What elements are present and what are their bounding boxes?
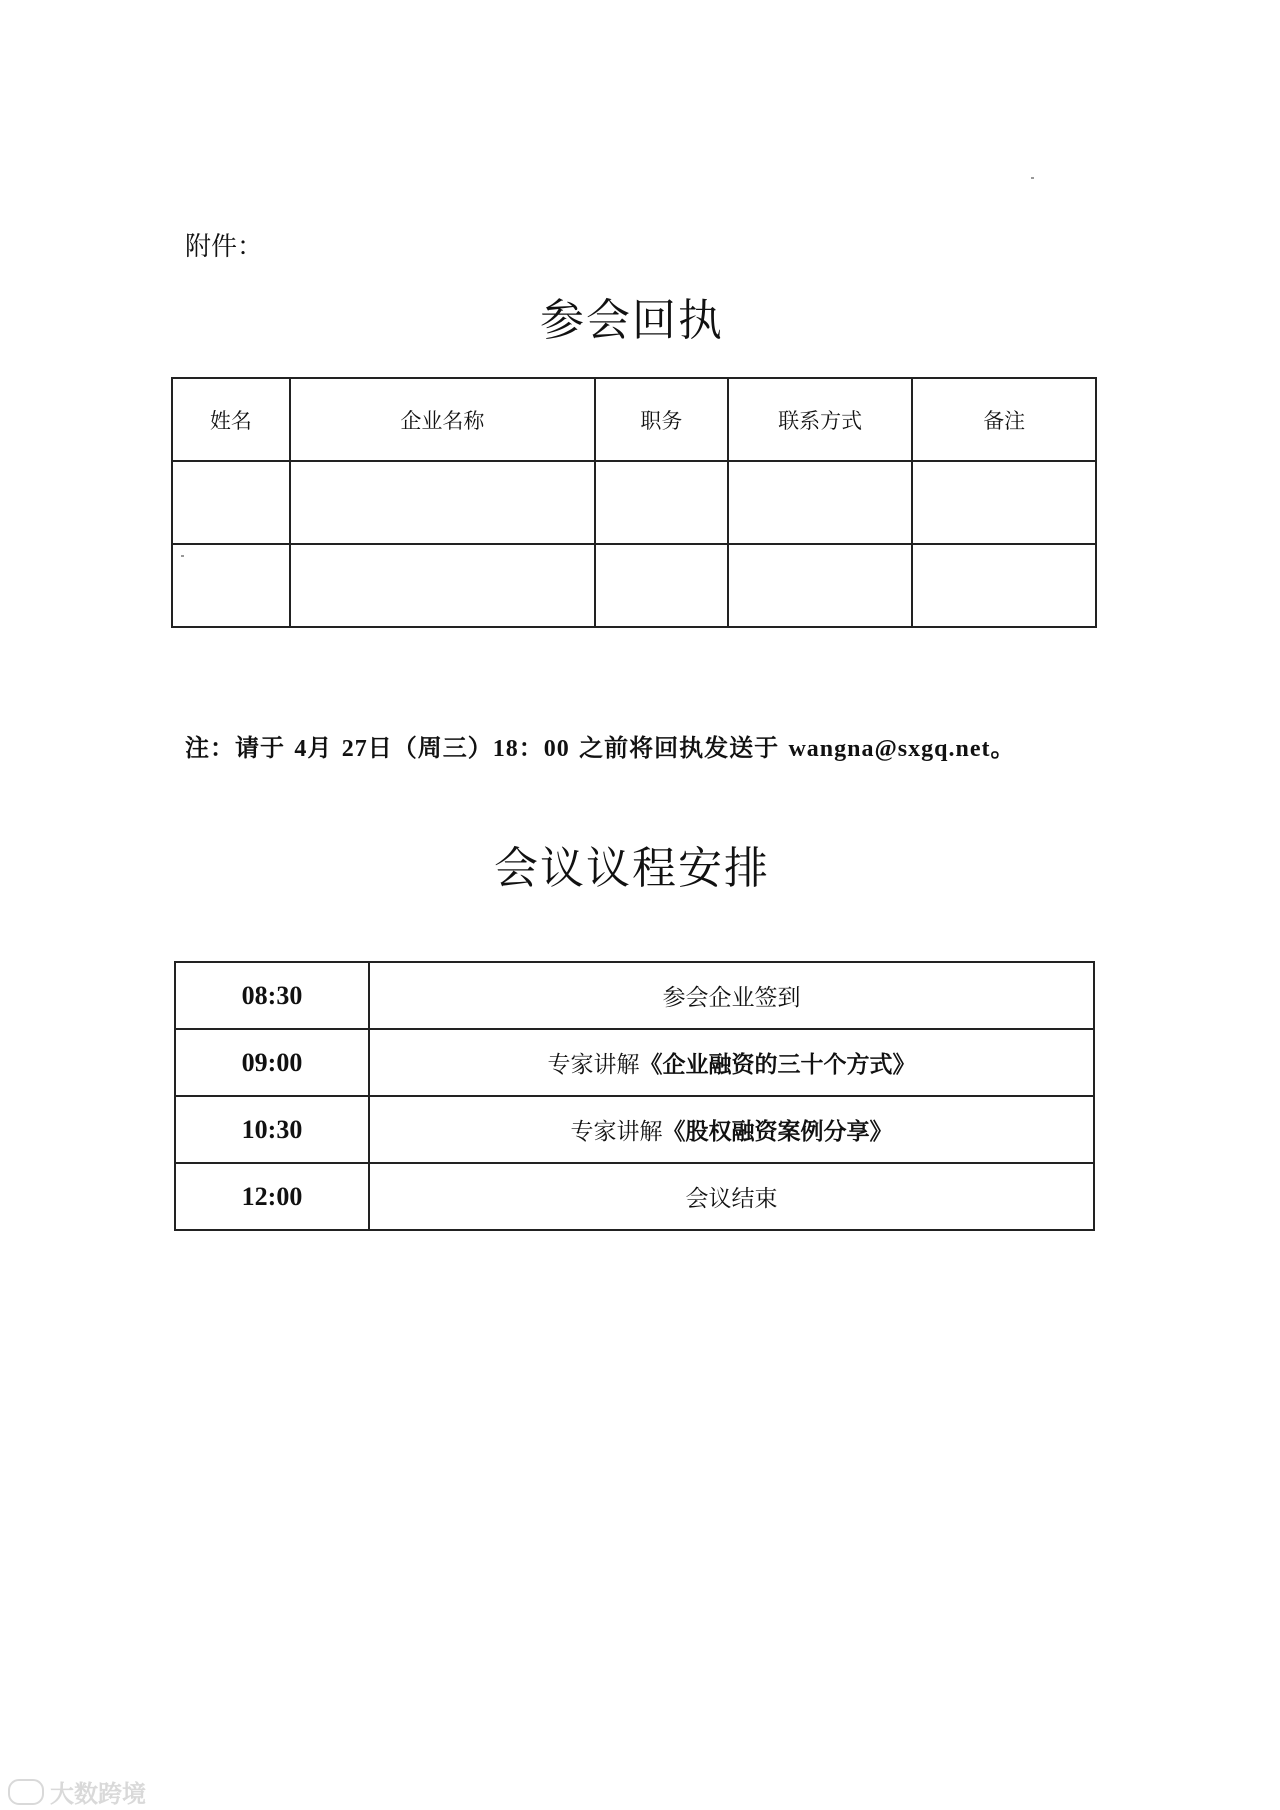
- receipt-table: [171, 377, 1097, 628]
- agenda-item-text: 会议结束: [685, 1186, 778, 1212]
- header-remarks: 备注: [912, 378, 1096, 461]
- cell-position[interactable]: [595, 461, 728, 544]
- agenda-item-text: 专家讲解: [547, 1052, 640, 1078]
- attachment-label: 附件：: [185, 232, 264, 262]
- note-end: 。: [990, 733, 1016, 762]
- table-row: [172, 461, 1096, 544]
- agenda-item-text: 参会企业签到: [662, 985, 801, 1011]
- watermark-logo-icon: [8, 1779, 44, 1805]
- agenda-item: [369, 1163, 1094, 1230]
- agenda-item-title: 《企业融资的三十个方式》: [639, 1052, 916, 1078]
- agenda-item-text: 专家讲解: [570, 1119, 663, 1145]
- deadline-note: [185, 728, 1015, 763]
- agenda-item: [369, 1029, 1094, 1096]
- note-prefix: 注：请于: [185, 733, 285, 762]
- table-row: [175, 1163, 1094, 1230]
- agenda-time: 12:00: [175, 1163, 369, 1230]
- header-contact: 联系方式: [728, 378, 913, 461]
- header-name: 姓名: [172, 378, 290, 461]
- cell-remarks[interactable]: [912, 544, 1096, 627]
- cell-remarks[interactable]: [912, 461, 1096, 544]
- note-time-hour: 18: [492, 736, 519, 762]
- watermark: [8, 1774, 146, 1809]
- note-day: 27: [341, 736, 368, 762]
- cell-position[interactable]: [595, 544, 728, 627]
- watermark-text: 大数跨境: [50, 1780, 146, 1808]
- table-row: [175, 1096, 1094, 1163]
- table-row: [175, 1029, 1094, 1096]
- receipt-header-row: [172, 378, 1096, 461]
- note-middle: 之前将回执发送于: [579, 733, 780, 762]
- receipt-title: 参会回执: [540, 295, 724, 346]
- email-link[interactable]: wangna@sxgq.net: [788, 736, 991, 762]
- agenda-item: [369, 1096, 1094, 1163]
- cell-company[interactable]: [290, 544, 595, 627]
- note-time-sep: ：: [518, 733, 544, 762]
- table-row: [172, 544, 1096, 627]
- header-position: 职务: [595, 378, 728, 461]
- agenda-item-title: 《股权融资案例分享》: [662, 1119, 893, 1145]
- note-day-unit: 日（周三）: [367, 733, 493, 762]
- scan-speck: [1031, 177, 1034, 179]
- note-time-minute: 00: [543, 736, 570, 762]
- note-month: 4: [294, 736, 308, 762]
- agenda-item: [369, 962, 1094, 1029]
- agenda-title: 会议议程安排: [494, 843, 770, 894]
- agenda-table: [174, 961, 1095, 1231]
- table-row: [175, 962, 1094, 1029]
- scan-speck: [181, 555, 184, 557]
- cell-name[interactable]: [172, 461, 290, 544]
- cell-company[interactable]: [290, 461, 595, 544]
- header-company: 企业名称: [290, 378, 595, 461]
- agenda-time: 09:00: [175, 1029, 369, 1096]
- cell-name[interactable]: [172, 544, 290, 627]
- agenda-time: 08:30: [175, 962, 369, 1029]
- note-month-unit: 月: [307, 733, 333, 762]
- agenda-time: 10:30: [175, 1096, 369, 1163]
- cell-contact[interactable]: [728, 461, 913, 544]
- cell-contact[interactable]: [728, 544, 913, 627]
